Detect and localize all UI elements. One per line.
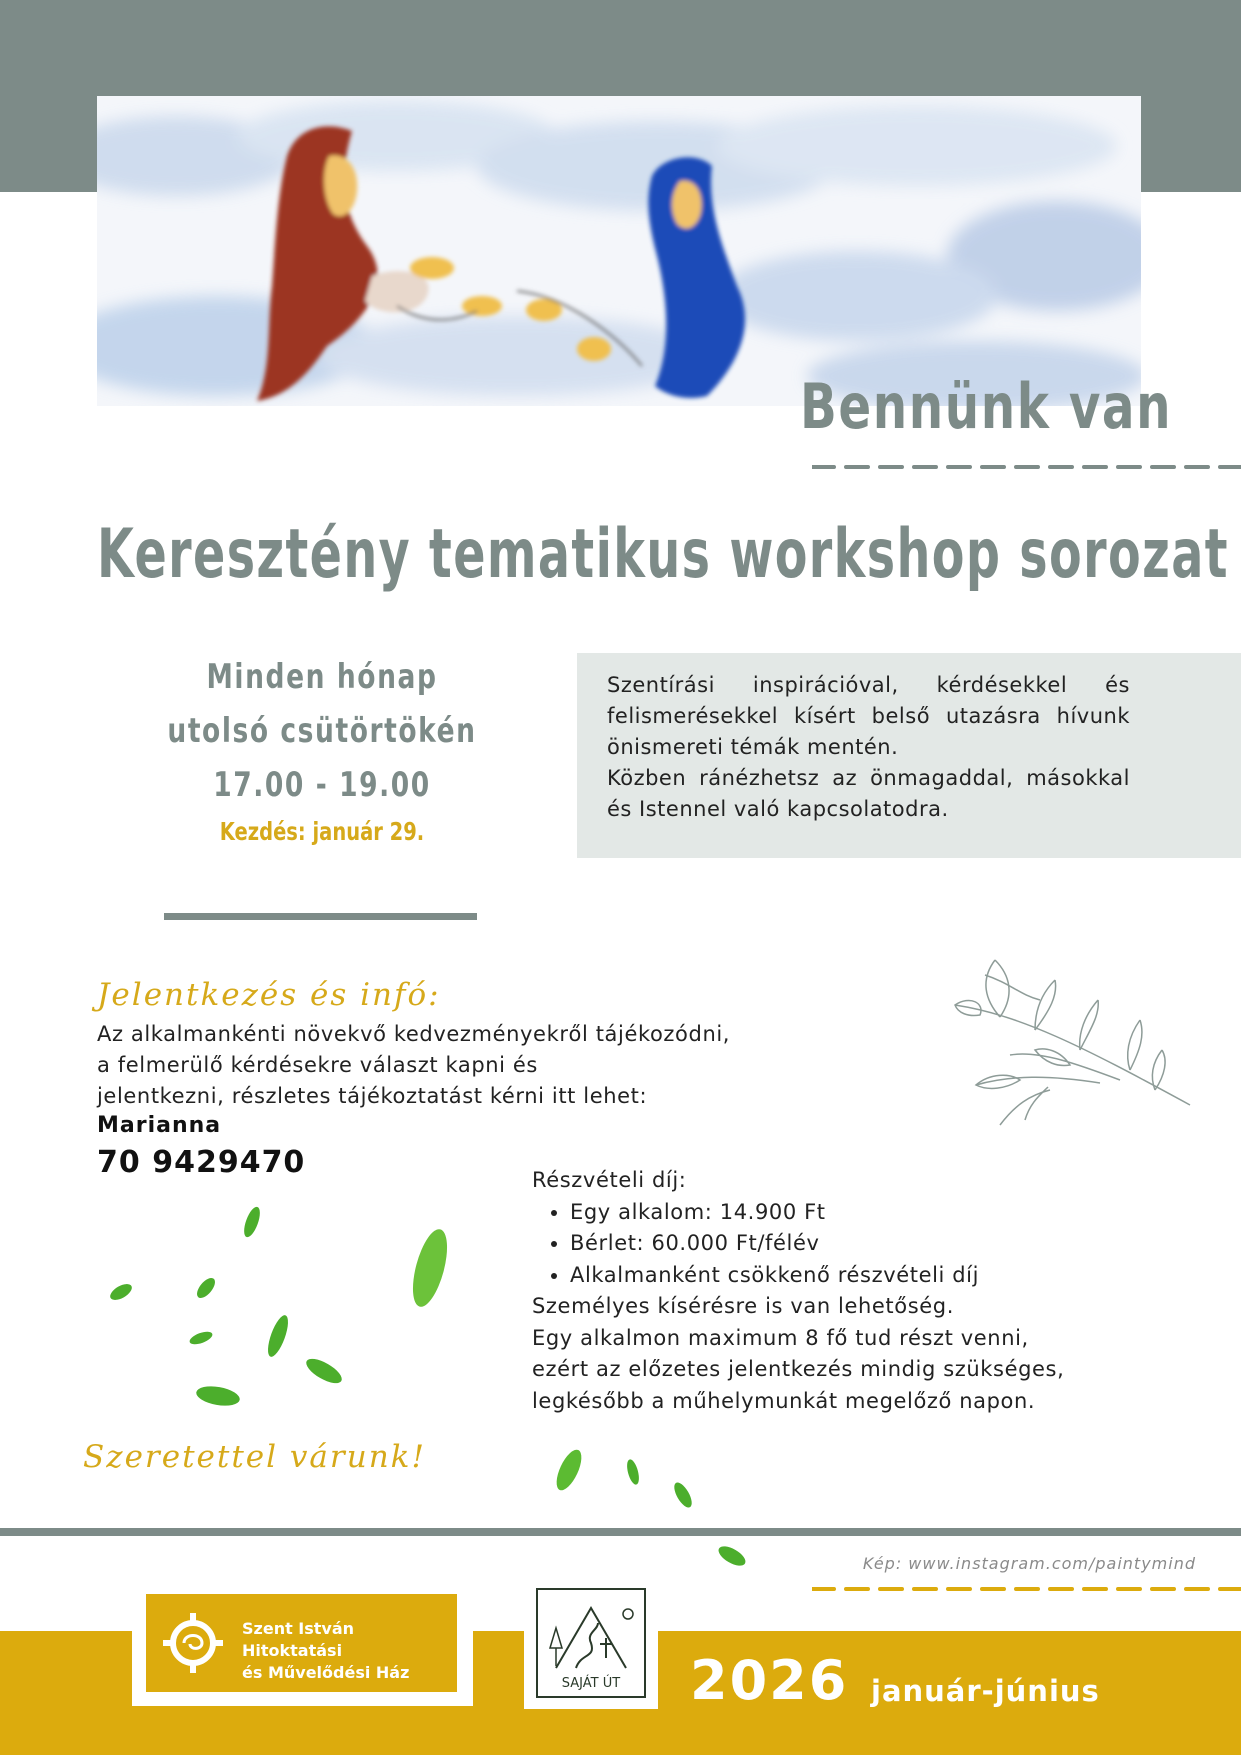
info-heading: Jelentkezés és infó: (97, 977, 441, 1013)
info-line-3: jelentkezni, részletes tájékoztatást kérni itt lehet: (97, 1084, 648, 1108)
fee-list (532, 1197, 1192, 1292)
bottom-rule (0, 1528, 1241, 1536)
year: 2026 (690, 1649, 849, 1712)
fee-note-1: Személyes kísérésre is van lehetőség. (532, 1294, 954, 1318)
gray-dashed-line (812, 463, 1241, 471)
description-paragraph-2: Közben ránézhetsz az önmagaddal, másokkal és Istennel való kapcsolatodra. (607, 766, 1130, 821)
schedule-line-1: Minden hónap (206, 657, 438, 697)
divider (164, 913, 477, 920)
description-paragraph-1: Szentírási inspirációval, kérdésekkel és felismerésekkel kísért belső utazásra hívunk önismereti témák mentén. (607, 673, 1130, 759)
fee-note-2: Egy alkalmon maximum 8 fő tud részt venni, (532, 1325, 1029, 1350)
schedule-start-date: Kezdés: január 29. (219, 817, 425, 846)
info-line-1: Az alkalmankénti növekvő kedvezményekről tájékozódni, (97, 1022, 731, 1046)
image-credit: Kép: www.instagram.com/paintymind (862, 1554, 1196, 1573)
falling-leaves-icon (100, 1196, 460, 1416)
schedule-time: 17.00 - 19.00 (213, 765, 431, 805)
page-title: Keresztény tematikus workshop sorozat (97, 515, 1229, 594)
contact-phone[interactable]: 70 9429470 (97, 1145, 306, 1180)
info-text (97, 1019, 857, 1112)
hero-watercolor-image (97, 96, 1141, 406)
logo-text-line-2: és Művelődési Ház (242, 1663, 410, 1682)
fee-item: • Bérlet: 60.000 Ft/félév (570, 1228, 1192, 1260)
logo-text-line-1: Szent István Hitoktatási (242, 1619, 355, 1660)
fee-item: • Egy alkalom: 14.900 Ft (570, 1197, 1192, 1229)
fee-note-4: legkésőbb a műhelymunkát megelőző napon. (532, 1388, 1036, 1413)
fee-section (532, 1165, 1192, 1417)
fee-item: • Alkalmanként csökkenő részvételi díj (570, 1260, 1192, 1292)
fee-note-3: ezért az előzetes jelentkezés mindig szükséges, (532, 1357, 1065, 1381)
schedule-line-2: utolsó csütörtökén (167, 711, 477, 751)
contact-name: Marianna (97, 1113, 222, 1138)
greeting: Szeretettel várunk! (83, 1439, 426, 1475)
schedule-block (122, 650, 522, 852)
cross-emblem-icon (156, 1608, 230, 1678)
gold-dashed-line (812, 1584, 1241, 1594)
branch-illustration-icon (940, 955, 1200, 1130)
logo-text (242, 1618, 452, 1684)
subtitle: Bennünk van (800, 370, 1173, 443)
falling-leaves-small-icon (545, 1440, 760, 1575)
fee-heading: Részvételi díj: (532, 1168, 687, 1192)
sajat-ut-logo-text: SAJÁT ÚT (561, 1676, 621, 1691)
info-line-2: a felmerülő kérdésekre választ kapni és (97, 1053, 538, 1077)
description-text (607, 670, 1130, 825)
period: január-június (871, 1674, 1100, 1708)
